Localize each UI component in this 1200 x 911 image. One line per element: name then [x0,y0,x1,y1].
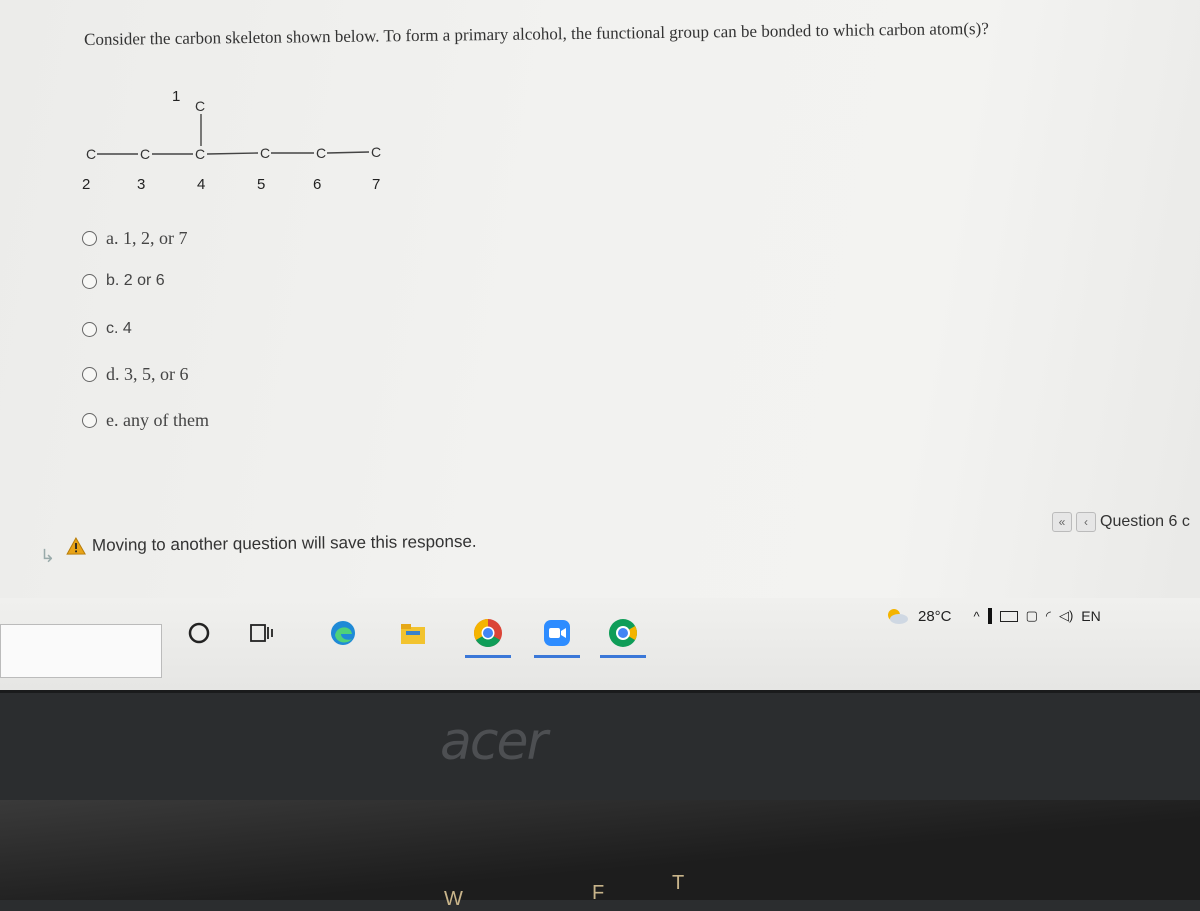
carbon-number-5: 5 [257,176,266,193]
meet-now-icon[interactable]: ▢ [1025,608,1038,623]
taskbar-search-box[interactable] [0,624,162,678]
skeleton-bonds [0,0,420,210]
carbon-number-4: 4 [197,176,206,193]
option-e-label: e. any of them [106,410,209,430]
option-c-label: c. 4 [106,320,132,337]
carbon-atom-7: C [371,144,382,160]
radio-option-d[interactable] [82,367,97,382]
file-explorer-icon[interactable] [396,616,430,650]
carbon-atom-5: C [260,145,271,161]
question-nav-label[interactable]: Question 6 c [1100,513,1190,530]
key-w: W [444,888,463,910]
question-navigation [1052,512,1190,532]
carbon-number-3: 3 [137,176,146,193]
radio-option-e[interactable] [82,413,97,428]
save-notice [66,532,477,556]
double-chevron-left-icon[interactable]: « [1052,512,1072,532]
zoom-active-indicator [534,655,580,658]
volume-icon[interactable]: ◁) [1058,608,1074,623]
system-tray [884,606,1101,626]
temperature[interactable]: 28°C [918,607,952,625]
chevron-left-icon[interactable]: ‹ [1076,512,1096,532]
key-f: F [592,882,605,904]
key-t: T [672,872,685,894]
option-e[interactable] [82,410,209,431]
carbon-number-6: 6 [313,176,322,193]
chevron-up-icon[interactable]: ^ [973,608,980,624]
option-a-label: a. 1, 2, or 7 [106,228,188,248]
option-b-label: b. 2 or 6 [106,272,165,289]
weather-partly-cloudy-icon[interactable] [884,606,910,626]
carbon-number-7: 7 [372,176,381,193]
chrome-active-indicator [465,655,511,658]
carbon-atom-3: C [140,146,151,162]
radio-option-c[interactable] [82,322,97,337]
option-b[interactable] [82,272,165,290]
language-indicator[interactable]: EN [1081,608,1101,624]
laptop-brand-logo: acer [440,712,546,772]
task-view-icon[interactable] [244,616,278,650]
laptop-keyboard [0,800,1200,910]
save-notice-text: Moving to another question will save this response. [91,531,477,555]
carbon-number-2: 2 [82,176,91,193]
radio-option-a[interactable] [82,231,97,246]
taskbar [0,598,1200,690]
radio-option-b[interactable] [82,274,97,289]
question-text: Consider the carbon skeleton shown below. To form a primary alcohol, the functional group can be bonded to which carbon atom(s)? [84,18,989,49]
wifi-icon[interactable]: ◜ [1045,608,1051,623]
chrome-icon[interactable] [471,616,505,650]
option-a[interactable] [82,228,187,249]
chrome-alt-active-indicator [600,655,646,658]
carbon-number-1: 1 [172,88,181,105]
battery-icon[interactable] [1000,611,1018,622]
carbon-atom-2: C [86,146,97,162]
option-c[interactable] [82,320,132,338]
carbon-atom-1: C [195,98,206,114]
option-d[interactable] [82,364,189,385]
pen-icon[interactable] [988,608,992,624]
search-circle-icon[interactable] [182,616,216,650]
edge-icon[interactable] [326,616,360,650]
return-arrow-icon: ↳ [40,546,56,566]
screen-bezel-edge [0,690,1200,693]
option-d-label: d. 3, 5, or 6 [106,364,189,384]
chrome-alt-icon[interactable] [606,616,640,650]
warning-icon [66,537,86,555]
carbon-atom-6: C [316,145,327,161]
carbon-skeleton-diagram [0,0,420,210]
carbon-atom-4: C [195,146,206,162]
zoom-icon[interactable] [540,616,574,650]
